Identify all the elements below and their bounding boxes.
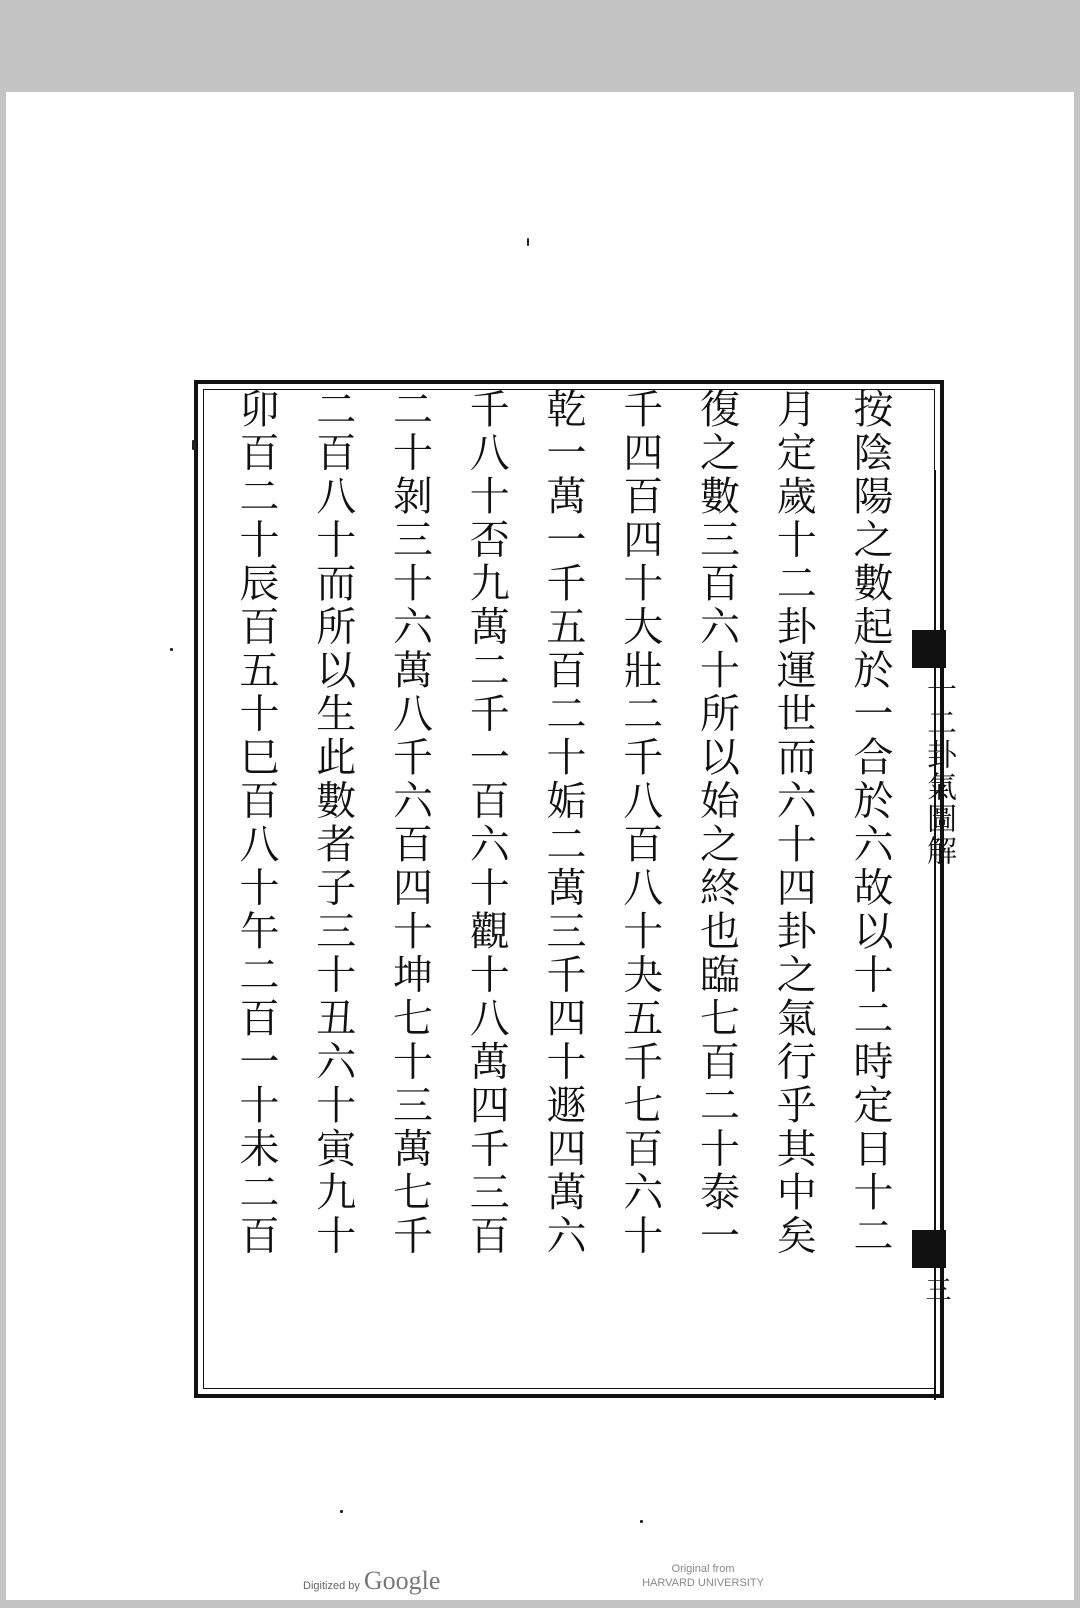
ink-speck <box>192 440 196 450</box>
original-from-attribution <box>638 1562 768 1590</box>
ink-speck <box>340 1510 343 1513</box>
text-column-8: 二百八十而所以生此數者子三十丑六十寅九十 <box>309 388 356 1258</box>
margin-title: 十二卦氣圖解 <box>921 675 956 867</box>
text-column-7: 二十剝三十六萬八千六百四十坤七十三萬七千 <box>386 388 433 1258</box>
text-column-4: 千四百四十大壯二千八百八十夬五千七百六十 <box>616 388 663 1258</box>
text-column-2: 月定歲十二卦運世而六十四卦之氣行乎其中矣 <box>770 388 817 1258</box>
institution-name: HARVARD UNIVERSITY <box>642 1577 764 1589</box>
text-column-6: 千八十否九萬二千一百六十觀十八萬四千三百 <box>463 388 510 1258</box>
text-column-9: 卯百二十辰百五十巳百八十午二百一十未二百 <box>233 388 279 1258</box>
text-column-1: 按陰陽之數起於一合於六故以十二時定日十二 <box>847 388 893 1258</box>
fish-tail-mark-top <box>912 630 946 668</box>
google-logo: Google <box>363 1566 441 1595</box>
page-number: 三 <box>921 1276 951 1302</box>
text-column-5: 乾一萬一千五百二十姤二萬三千四十遯四萬六 <box>540 388 586 1258</box>
text-column-3: 復之數三百六十所以始之終也臨七百二十泰一 <box>693 388 740 1258</box>
digitized-by-google <box>303 1566 440 1596</box>
ink-speck <box>640 1520 643 1523</box>
page-margin-strip <box>912 470 956 1400</box>
fish-tail-mark-bottom <box>912 1230 946 1268</box>
ink-speck <box>170 648 173 651</box>
text-columns <box>218 388 908 1388</box>
original-from-label: Original from <box>671 1563 735 1575</box>
ink-speck <box>527 238 529 246</box>
text-frame <box>194 380 944 1398</box>
digitized-by-label: Digitized by <box>303 1580 360 1592</box>
